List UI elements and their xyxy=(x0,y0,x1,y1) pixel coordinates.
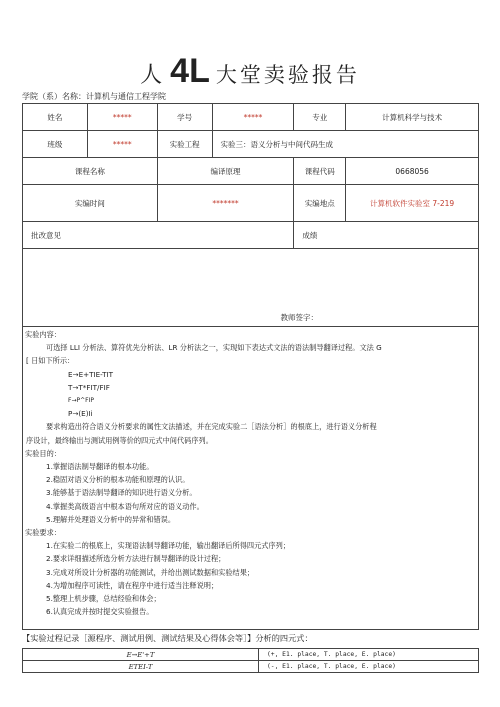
class-value: ***** xyxy=(87,131,157,158)
goal-item: 5.理解并处理语义分析中的异常和错误。 xyxy=(46,514,176,524)
goal-item: 1.掌握语法制导翻译的根本功能。 xyxy=(46,462,154,472)
code-label: 课程代码 xyxy=(294,158,346,185)
requirement-item: 6.认真完成并按时提交实验报告。 xyxy=(46,607,154,617)
goal-item: 2.稳固对语义分析的根本功能和原理的认识。 xyxy=(46,475,190,485)
id-value: ***** xyxy=(212,104,294,131)
experiment-content xyxy=(22,326,479,630)
place-value: 计算机软件实验室 7-219 xyxy=(346,185,479,222)
title-big: 4L xyxy=(170,52,210,90)
table-row xyxy=(23,649,479,661)
content-paragraph-1b: [ 日如下所示： xyxy=(26,356,75,366)
record-heading: 【实验过程记录［源程序、测试用例、测试结果及心得体会等］】分析的四元式： xyxy=(22,633,313,643)
id-label: 学号 xyxy=(157,104,212,131)
project-value: 实验三：语义分析与中间代码生成 xyxy=(212,131,478,158)
major-value: 计算机科学与技术 xyxy=(346,104,479,131)
requirement-item: 2.要求详细描述所选分析方法进行制导翻译的设计过程； xyxy=(46,554,226,564)
project-label: 实验工程 xyxy=(157,131,212,158)
requirement-item: 5.整理上机步骤，总结经验和体会； xyxy=(46,594,161,604)
teacher-sign: 教师签字： xyxy=(23,249,479,327)
production-expr: ETEI-T xyxy=(23,661,259,673)
code-value: 0668056 xyxy=(346,158,479,185)
class-label: 班级 xyxy=(23,131,88,158)
grammar-rule-1: E→E+TIE-TIT xyxy=(68,369,114,379)
requirement-item: 1.在实验二的根底上，实现语法制导翻译功能，输出翻译后所得四元式序列； xyxy=(46,541,291,551)
info-table xyxy=(22,103,479,327)
course-value: 编译原理 xyxy=(157,158,294,185)
goal-item: 3.能够基于语法制导翻译的知识进行语义分析。 xyxy=(46,488,197,498)
name-label: 姓名 xyxy=(23,104,88,131)
major-label: 专业 xyxy=(294,104,346,131)
time-value: ******* xyxy=(157,185,294,222)
grammar-rule-4: P→(E)Ii xyxy=(68,409,93,419)
title-suffix: 大堂卖验报告 xyxy=(215,63,360,87)
place-label: 实编地点 xyxy=(294,185,346,222)
grammar-rule-3: F→P^FIP xyxy=(68,397,94,405)
requirement-heading: 实验要求： xyxy=(25,528,61,538)
production-expr: E→E'+T xyxy=(23,649,259,661)
content-heading: 实验内容： xyxy=(25,330,61,339)
requirement-item: 4.为增加程序可读性，请在程序中进行适当注释说明； xyxy=(46,580,219,590)
quadruple-value: (+, E1. place, T. place, E. place) xyxy=(259,649,479,661)
goal-heading: 实验目的： xyxy=(25,448,61,458)
content-paragraph-2b: 序设计，最终输出与测试用例等价的四元式中间代码序列。 xyxy=(26,435,213,445)
title-prefix: 人 xyxy=(140,63,165,88)
report-title xyxy=(0,52,500,91)
course-label: 课程名称 xyxy=(23,158,158,185)
department-line: 学院（系）名称：计算机与通信工程学院 xyxy=(22,92,166,101)
table-row xyxy=(23,661,479,673)
comment-label: 批改意见 xyxy=(23,222,294,249)
goal-item: 4.掌握类高级语言中根本语句所对应的语义动作。 xyxy=(46,501,204,511)
grammar-rule-2: T→T*FIT/FIF xyxy=(68,382,110,392)
quadruple-table xyxy=(22,648,479,673)
name-value: ***** xyxy=(87,104,157,131)
score-label: 成绩 xyxy=(294,222,479,249)
time-label: 实编时间 xyxy=(23,185,158,222)
content-paragraph-2a: 要求构造出符合语义分析要求的属性文法描述，并在完成实验二［语法分析］的根底上，进行语义分析程 xyxy=(46,422,377,432)
quadruple-value: (-, E1. place, T. place, E. place) xyxy=(259,661,479,673)
requirement-item: 3.完成对所设计分析器的功能测试，并给出测试数据和实验结果； xyxy=(46,567,255,577)
content-paragraph-1a: 可选择 LLI 分析法、算符优先分析法、LR 分析法之一，实现如下表达式文法的语法制导翻译过程。文法 G xyxy=(46,343,382,353)
